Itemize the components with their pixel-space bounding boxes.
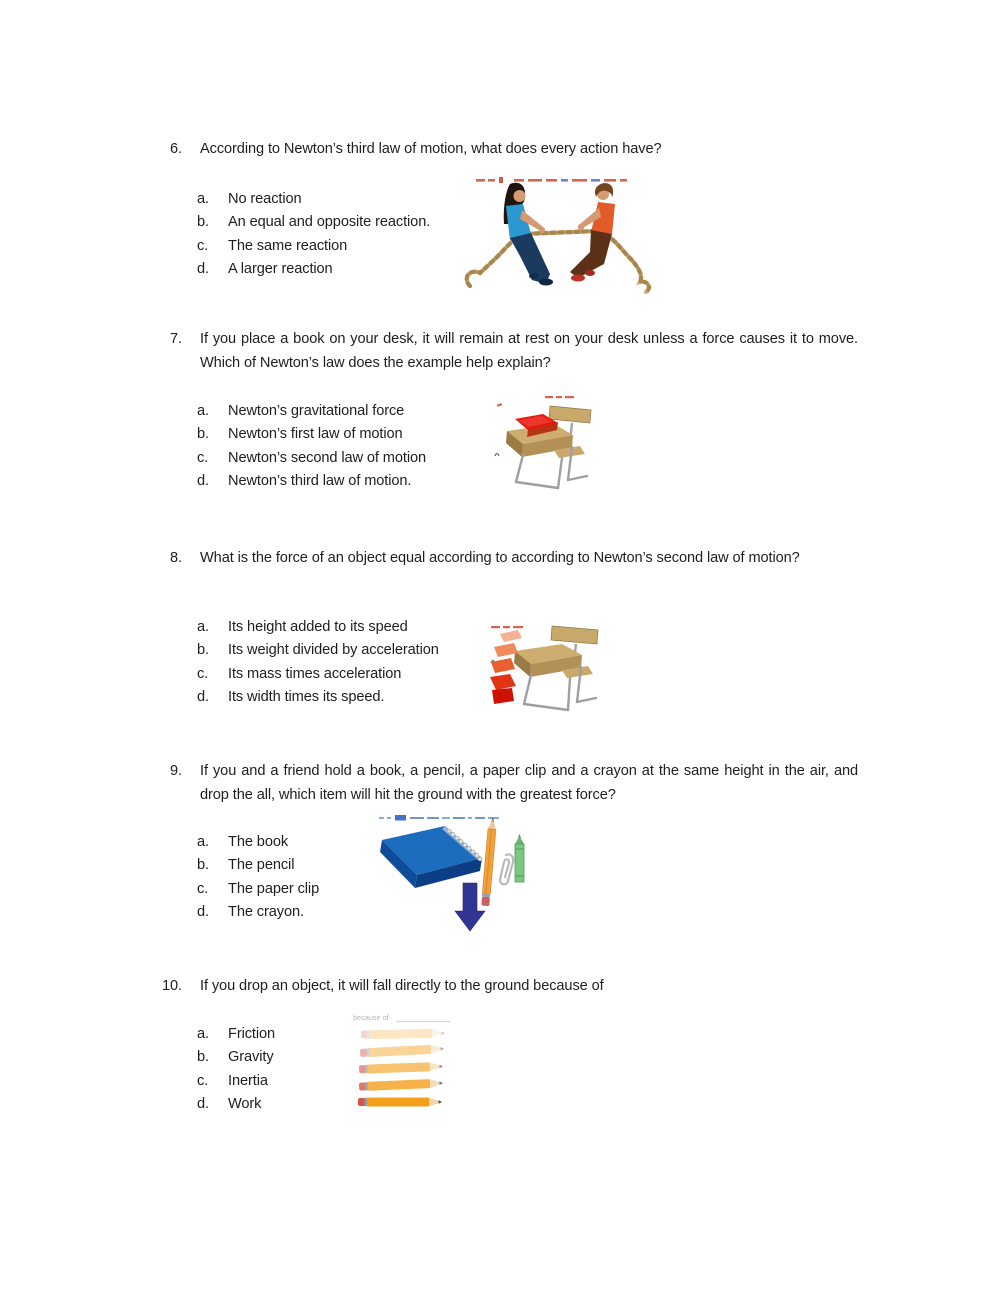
options-list <box>197 188 430 282</box>
option-row <box>197 901 319 924</box>
option-row <box>197 686 439 709</box>
desk-with-book-illustration <box>490 392 605 494</box>
option-letter: d. <box>197 689 209 706</box>
option-letter: b. <box>197 642 209 659</box>
option-row <box>197 663 439 686</box>
option-letter: c. <box>197 449 209 466</box>
option-text: A larger reaction <box>228 261 333 278</box>
pencil-frame-3 <box>359 1062 443 1074</box>
options-list <box>197 831 319 925</box>
question-number: 7. <box>170 331 182 347</box>
tug-of-war-illustration <box>462 176 658 299</box>
option-text: Work <box>228 1096 262 1113</box>
option-row <box>197 470 426 493</box>
option-row <box>197 235 430 258</box>
question-text: According to Newton’s third law of motion, what does every action have? <box>200 141 662 157</box>
rope <box>467 231 649 292</box>
paperclip <box>500 854 513 884</box>
option-letter: c. <box>197 1072 209 1089</box>
options-list <box>197 616 439 710</box>
option-row <box>197 258 430 281</box>
pencil <box>481 817 497 906</box>
option-text: The paper clip <box>228 880 320 897</box>
option-text: Newton’s gravitational force <box>228 403 405 419</box>
option-row <box>197 211 430 234</box>
option-text: Its mass times acceleration <box>228 665 402 682</box>
option-text: Its height added to its speed <box>228 619 408 635</box>
pencil-frame-5 <box>358 1098 442 1107</box>
option-text: Newton’s first law of motion <box>228 426 403 443</box>
green-crayon <box>515 834 524 882</box>
option-text: Its weight divided by acceleration <box>228 642 439 659</box>
option-row <box>197 188 430 211</box>
blue-notebook <box>380 826 482 888</box>
option-row <box>197 447 426 470</box>
option-letter: d. <box>197 1096 209 1113</box>
blurred-caption <box>476 177 627 183</box>
option-text: No reaction <box>228 191 302 207</box>
option-letter: c. <box>197 665 209 682</box>
question-number: 6. <box>170 141 182 157</box>
option-row <box>197 616 439 639</box>
option-row <box>197 400 426 423</box>
pencil-frame-1 <box>361 1029 445 1039</box>
option-letter: a. <box>197 619 209 635</box>
option-letter: b. <box>197 857 209 874</box>
option-letter: a. <box>197 1026 209 1042</box>
option-text: Newton’s second law of motion <box>228 449 427 466</box>
question-text: If you drop an object, it will fall directly to the ground because of <box>200 978 604 994</box>
blurred-caption <box>379 815 499 821</box>
option-letter: d. <box>197 473 209 490</box>
option-letter: a. <box>197 834 209 850</box>
question-text: What is the force of an object equal according to according to Newton’s second law of motion? <box>200 550 800 566</box>
option-text: The crayon. <box>228 904 304 921</box>
pencil-frame-4 <box>359 1078 443 1091</box>
option-row <box>197 1070 275 1093</box>
option-row <box>197 423 426 446</box>
option-row <box>197 831 319 854</box>
option-letter: a. <box>197 403 209 419</box>
option-text: Newton’s third law of motion. <box>228 473 412 490</box>
option-letter: d. <box>197 261 209 278</box>
option-row <box>197 1023 275 1046</box>
option-row <box>197 639 439 662</box>
option-text: The pencil <box>228 857 295 874</box>
caption-text: because of <box>353 1013 389 1022</box>
option-text: The book <box>228 834 289 850</box>
option-letter: b. <box>197 214 209 231</box>
option-letter: d. <box>197 904 209 921</box>
question-number: 10. <box>162 978 182 994</box>
option-letter: a. <box>197 191 209 207</box>
option-text: An equal and opposite reaction. <box>228 214 431 231</box>
option-letter: c. <box>197 237 209 254</box>
option-letter: b. <box>197 426 209 443</box>
options-list <box>197 400 426 494</box>
options-list <box>197 1023 275 1117</box>
school-desk <box>514 626 598 710</box>
option-row <box>197 854 319 877</box>
illustration-caption <box>353 1013 450 1022</box>
pencil-frame-2 <box>360 1044 444 1057</box>
option-row <box>197 1046 275 1069</box>
option-text: The same reaction <box>228 237 348 254</box>
falling-pencil-sequence-illustration <box>350 1010 456 1114</box>
option-row <box>197 878 319 901</box>
option-text: Its width times its speed. <box>228 689 385 706</box>
question-number: 8. <box>170 550 182 566</box>
option-row <box>197 1093 275 1116</box>
option-text: Friction <box>228 1026 276 1042</box>
falling-books <box>490 630 522 704</box>
desk-with-falling-books-illustration <box>488 620 610 720</box>
option-letter: c. <box>197 880 209 897</box>
option-text: Inertia <box>228 1072 268 1089</box>
falling-objects-illustration <box>377 813 529 935</box>
option-letter: b. <box>197 1049 209 1066</box>
option-text: Gravity <box>228 1049 274 1066</box>
question-number: 9. <box>170 763 182 779</box>
question-text: If you place a book on your desk, it will remain at rest on your desk unless a force causes it to move. Which of Newton’s law does the example help explain? <box>200 331 858 371</box>
down-arrow <box>455 883 485 931</box>
question-text: If you and a friend hold a book, a pencil, a paper clip and a crayon at the same height in the air, and drop the all, which item will hit the ground with the greatest force? <box>200 763 858 803</box>
